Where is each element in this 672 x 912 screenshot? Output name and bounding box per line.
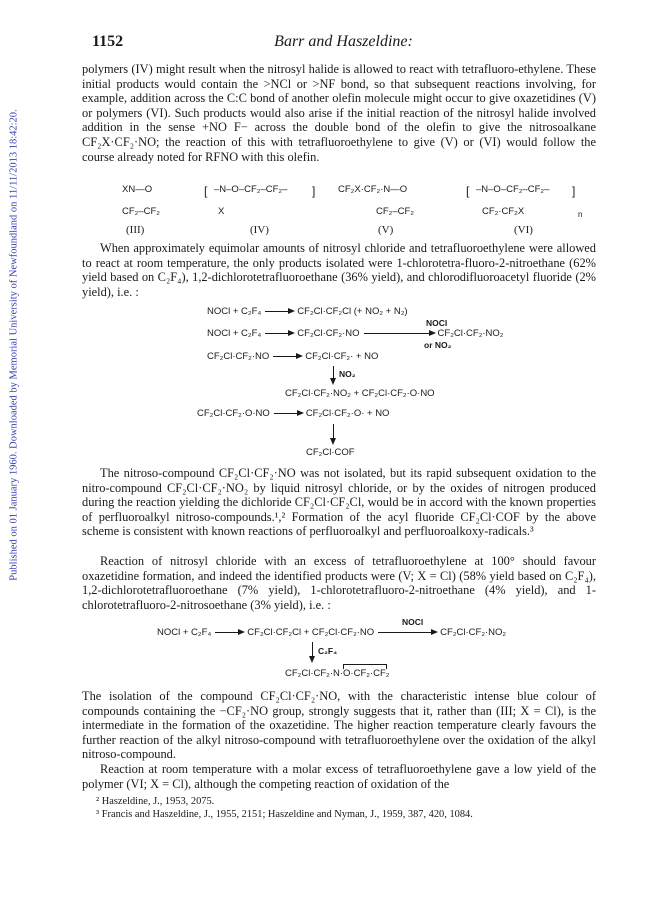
struct-iii-top: XN—O (122, 184, 153, 195)
bracket-left-icon: [ (204, 184, 208, 198)
footnote-3: ³ Francis and Haszeldine, J., 1955, 2151; Haszeldine and Nyman, J., 1959, 387, 420, 1084. (96, 808, 473, 820)
paragraph-2: When approximately equimolar amounts of nitrosyl chloride and tetrafluoroethylene were allowed to react at room temperature, the only products isolated were 1-chlorotetra-fluoro-2-nitroethane (62% yield based on C₂F₄), 1,2-dichlorotetrafluoroethane (36% yield), and chlorodifluoroacetyl fluoride (2% yield), i.e. : (82, 241, 596, 299)
struct-iii-bottom: CF₂–CF₂ (122, 206, 160, 217)
struct-vi-label: (VI) (514, 224, 533, 236)
paragraph-5: The isolation of the compound CF₂Cl·CF₂·NO, with the characteristic intense blue colour of compounds containing the −CF₂·NO group, strongly suggests that it, rather than (III; X = Cl), is the intermediate in the formation of the oxazetidine. The higher reaction temperature clearly favours the further reaction of the alkyl nitroso-compound with tetrafluoroethylene over the oxidation of the alkyl nitroso-compound. (82, 689, 596, 762)
footnotes (96, 796, 473, 821)
structures-row (112, 184, 592, 244)
down-arrow-icon (333, 366, 334, 382)
paragraph-3: The nitroso-compound CF₂Cl·CF₂·NO was not isolated, but its rapid subsequent oxidation to the nitro-compound CF₂Cl·CF₂·NO₂ by liquid nitrosyl chloride, or by the oxides of nitrogen produced during the reaction yielding the dichloride CF₂Cl·CF₂Cl, would be in accord with the known properties of perfluoroalkyl nitroso-compounds.¹,² Formation of the acyl fluoride CF₂Cl·COF by the above scheme is consistent with known reactions of perfluoroalkyl and perfluoroalkoxy-radicals.³ (82, 466, 596, 539)
struct-iii-label: (III) (126, 224, 145, 236)
scheme1-r2-under: or NO₂ (424, 340, 452, 350)
bracket-left-icon: [ (466, 184, 470, 198)
download-watermark: Published on 01 January 1960. Downloaded by Memorial University of Newfoundland on 11/11/2013 18:42:20. (8, 109, 20, 581)
struct-v-label: (V) (378, 224, 394, 236)
scheme2-main: NOCl + C₂F₄ CF₂Cl·CF₂Cl + CF₂Cl·CF₂·NO CF₂Cl·CF₂·NO₂ (157, 627, 507, 638)
paragraph-4: Reaction of nitrosyl chloride with an excess of tetrafluoroethylene at 100° should favour oxazetidine formation, and indeed the identified products were (V; X = Cl) (58% yield based on C₂F₄), 1,2-dichlorotetrafluoroethane (7% yield), 1-chlorotetrafluoro-2-nitroethane (4% yield), and 1-chlorotetrafluoro-2-nitrosoethane (3% yield), i.e. : (82, 554, 596, 612)
struct-v-top: CF₂X·CF₂·N—O (338, 184, 408, 195)
struct-iv-top: –N–O–CF₂–CF₂– (214, 184, 288, 195)
struct-iv-bottom: X (218, 206, 225, 217)
scheme1-r1: NOCl + C₂F₄ CF₂Cl·CF₂Cl (+ NO₂ + N₂) (207, 306, 408, 317)
bracket-right-icon: ] (572, 184, 576, 198)
struct-vi-bottom: CF₂·CF₂X (482, 206, 525, 217)
struct-vi-top: –N–O–CF₂–CF₂– (476, 184, 550, 195)
paragraph-6: Reaction at room temperature with a molar excess of tetrafluoroethylene gave a low yield of the polymer (VI; X = Cl), although the competing reaction of oxidation of the (82, 762, 596, 791)
struct-iv-label: (IV) (250, 224, 269, 236)
scheme1-r2-over: NOCl (426, 318, 448, 328)
scheme1-down-label: NO₂ (339, 369, 356, 379)
scheme1-r3: CF₂Cl·CF₂·NO CF₂Cl·CF₂· + NO (207, 351, 379, 362)
running-title: Barr and Haszeldine: (274, 33, 413, 50)
page-number: 1152 (92, 33, 124, 50)
bracket-right-icon: ] (312, 184, 316, 198)
down-arrow-icon (312, 642, 313, 660)
scheme1-r4: CF₂Cl·CF₂·NO₂ + CF₂Cl·CF₂·O·NO (285, 388, 435, 399)
scheme1-r6: CF₂Cl·COF (306, 447, 355, 458)
paragraph-1: polymers (IV) might result when the nitrosyl halide is allowed to react with tetrafluoro-ethylene. These initial products would contain the >NCl or >NF bond, so that subsequent reactions involving, for example, addition across the C:C bond of another olefin molecule might occur to give oxazetidines (V) or polymers (VI). Such products would also arise if the initial reaction of the nitrosyl halide involved addition in the sense +NO F− across the double bond of the olefin to give the nitrosoalkane CF₂X·CF₂·NO; the reaction of this with tetrafluoroethylene to give (V) or (VI) would follow the course already noted for RFNO with this olefin. (82, 62, 596, 164)
struct-v-bottom: CF₂–CF₂ (376, 206, 414, 217)
scheme1-r5: CF₂Cl·CF₂·O·NO CF₂Cl·CF₂·O· + NO (197, 408, 390, 419)
scheme2-down-label: C₂F₄ (318, 646, 338, 656)
struct-vi-subscript: n (578, 210, 583, 219)
page-header (92, 33, 595, 53)
scheme2-bottom: CF₂Cl·CF₂·N·O·CF₂·CF₂ (285, 668, 390, 679)
scheme2-over: NOCl (402, 617, 424, 627)
down-arrow-icon (333, 424, 334, 442)
footnote-2: ² Haszeldine, J., 1953, 2075. (96, 796, 215, 807)
scheme1-r2: NOCl + C₂F₄ CF₂Cl·CF₂·NO CF₂Cl·CF₂·NO₂ (207, 328, 504, 339)
